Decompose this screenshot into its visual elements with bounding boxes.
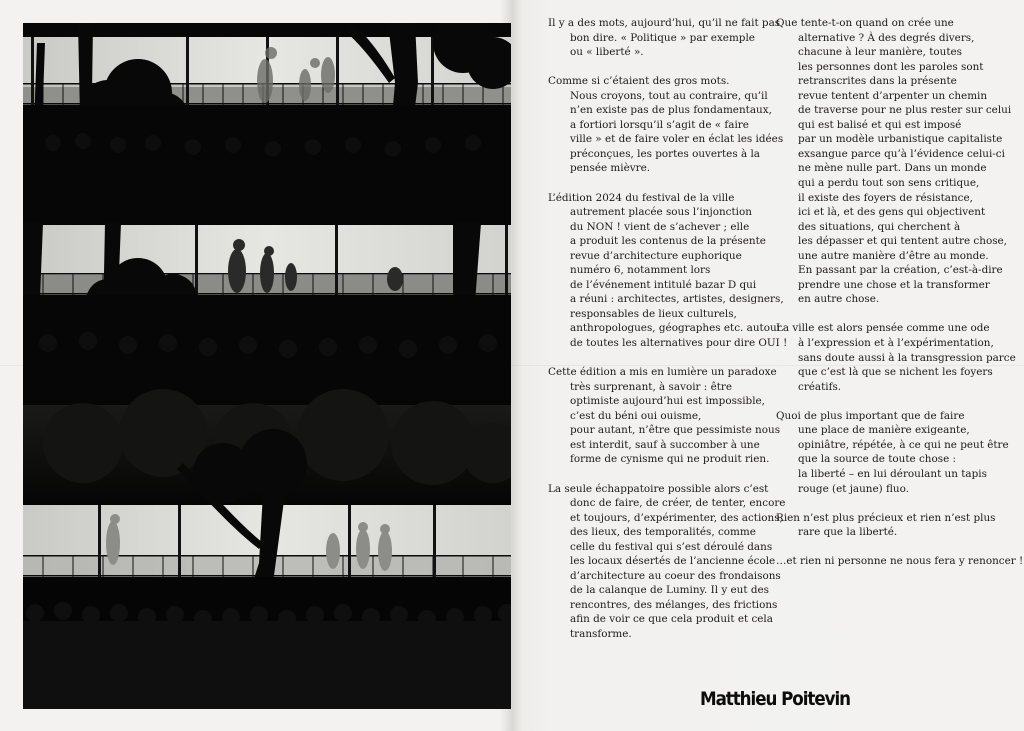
text-line: revue tentent d’arpenter un chemin bbox=[798, 89, 988, 102]
festival-night-photo bbox=[23, 23, 511, 709]
paragraph bbox=[548, 191, 788, 351]
text-line: forme de cynisme qui ne produit rien. bbox=[570, 453, 770, 466]
text-line: Cette édition a mis en lumière un paradoxe bbox=[548, 366, 777, 379]
text-line: préconçues, les portes ouvertes à la bbox=[570, 147, 760, 160]
text-line: Quoi de plus important que de faire bbox=[776, 409, 965, 422]
text-line: de traverse pour ne plus rester sur celui bbox=[798, 104, 1012, 117]
text-line: qui est balisé et qui est imposé bbox=[798, 118, 962, 131]
text-line: par un modèle urbanistique capitaliste bbox=[798, 133, 1003, 146]
text-line: opiniâtre, répétée, à ce qui ne peut être bbox=[798, 438, 1009, 451]
text-line: optimiste aujourd’hui est impossible, bbox=[570, 395, 765, 408]
text-line: des lieux, des temporalités, comme bbox=[570, 526, 756, 539]
text-line: …et rien ni personne ne nous fera y renoncer ! bbox=[776, 555, 1024, 568]
text-line: la liberté – en lui déroulant un tapis bbox=[798, 467, 987, 480]
text-line: bon dire. « Politique » par exemple bbox=[570, 31, 755, 44]
text-line: ville » et de faire voler en éclat les idées bbox=[570, 133, 784, 146]
paragraph bbox=[548, 74, 784, 176]
author-credit: Matthieu Poitevin bbox=[700, 688, 850, 710]
text-line: à l’expression et à l’expérimentation, bbox=[798, 337, 994, 350]
text-line: Il y a des mots, aujourd’hui, qu’il ne fait pas bbox=[548, 17, 781, 29]
text-line: retranscrites dans la présente bbox=[798, 75, 957, 88]
text-line: donc de faire, de créer, de tenter, encore bbox=[570, 497, 786, 510]
text-line: ici et là, et des gens qui objectivent bbox=[798, 206, 986, 219]
paragraph bbox=[776, 511, 1002, 540]
text-line: que c’est là que se nichent les foyers bbox=[798, 366, 993, 379]
text-column-2 bbox=[776, 16, 1024, 583]
paragraph bbox=[548, 16, 781, 60]
text-line: les personnes dont les paroles sont bbox=[798, 60, 984, 73]
text-line: alternative ? À des degrés divers, bbox=[798, 31, 975, 44]
text-line: du NON ! vient de s’achever ; elle bbox=[570, 220, 750, 233]
text-line: est interdit, sauf à succomber à une bbox=[570, 438, 760, 451]
text-line: chacune à leur manière, toutes bbox=[798, 46, 963, 59]
text-line: qui a perdu tout son sens critique, bbox=[798, 177, 980, 190]
text-line: La seule échappatoire possible alors c’est bbox=[548, 482, 769, 495]
text-line: sans doute aussi à la transgression parce bbox=[798, 351, 1016, 364]
text-line: pensée mièvre. bbox=[570, 162, 651, 175]
text-line: créatifs. bbox=[798, 380, 842, 393]
paragraph bbox=[548, 365, 781, 467]
text-line: il existe des foyers de résistance, bbox=[798, 191, 973, 204]
text-line: a réuni : architectes, artistes, designers, bbox=[570, 293, 784, 306]
text-line: a fortiori lorsqu’il s’agit de « faire bbox=[570, 118, 749, 131]
text-line: revue d’architecture euphorique bbox=[570, 249, 742, 262]
text-line: une place de manière exigeante, bbox=[798, 424, 970, 437]
text-line: Rien n’est plus précieux et rien n’est plus bbox=[776, 511, 996, 524]
text-line: celle du festival qui s’est déroulé dans bbox=[570, 540, 773, 553]
text-line: afin de voir ce que cela produit et cela bbox=[570, 613, 773, 626]
text-line: numéro 6, notamment lors bbox=[570, 264, 711, 277]
text-line: les dépasser et qui tentent autre chose, bbox=[798, 235, 1007, 248]
text-line: d’architecture au coeur des frondaisons bbox=[570, 569, 781, 582]
text-line: de la calanque de Luminy. Il y eut des bbox=[570, 584, 769, 597]
text-line: n’en existe pas de plus fondamentaux, bbox=[570, 104, 772, 117]
paragraph bbox=[776, 16, 1012, 307]
text-line: Comme si c’étaient des gros mots. bbox=[548, 75, 730, 88]
text-line: que la source de toute chose : bbox=[798, 453, 957, 466]
text-line: a produit les contenus de la présente bbox=[570, 235, 766, 248]
text-line: anthropologues, géographes etc. autour bbox=[570, 322, 782, 335]
text-line: prendre une chose et la transformer bbox=[798, 278, 990, 291]
text-line: La ville est alors pensée comme une ode bbox=[776, 322, 990, 335]
paragraph bbox=[548, 482, 786, 642]
paragraph bbox=[776, 409, 1009, 496]
text-line: de toutes les alternatives pour dire OUI ! bbox=[570, 337, 788, 350]
text-line: Nous croyons, tout au contraire, qu’il bbox=[570, 89, 768, 102]
text-line: En passant par la création, c’est-à-dire bbox=[798, 264, 1003, 277]
text-line: c’est du béni oui ouisme, bbox=[570, 409, 702, 422]
text-line: rouge (et jaune) fluo. bbox=[798, 482, 910, 495]
text-line: les locaux désertés de l’ancienne école bbox=[570, 555, 776, 568]
paragraph bbox=[776, 554, 1024, 569]
text-line: ne mène nulle part. Dans un monde bbox=[798, 162, 987, 175]
text-line: très surprenant, à savoir : être bbox=[570, 380, 733, 393]
text-line: des situations, qui cherchent à bbox=[798, 220, 961, 233]
text-line: transforme. bbox=[570, 627, 632, 640]
text-line: ou « liberté ». bbox=[570, 46, 644, 59]
text-line: une autre manière d’être au monde. bbox=[798, 249, 989, 262]
text-line: responsables de lieux culturels, bbox=[570, 307, 737, 320]
text-line: exsangue parce qu’à l’évidence celui-ci bbox=[798, 147, 1005, 160]
text-line: autrement placée sous l’injonction bbox=[570, 206, 752, 219]
text-column-1 bbox=[548, 16, 788, 656]
text-line: en autre chose. bbox=[798, 293, 880, 306]
text-line: rare que la liberté. bbox=[798, 526, 898, 539]
text-line: Que tente-t-on quand on crée une bbox=[776, 17, 954, 29]
photo-icon bbox=[23, 23, 511, 709]
text-line: de l’événement intitulé bazar D qui bbox=[570, 278, 757, 291]
text-line: L’édition 2024 du festival de la ville bbox=[548, 191, 735, 204]
paragraph bbox=[776, 321, 1016, 394]
text-line: pour autant, n’être que pessimiste nous bbox=[570, 424, 781, 437]
text-line: et toujours, d’expérimenter, des actions, bbox=[570, 511, 783, 524]
text-line: rencontres, des mélanges, des frictions bbox=[570, 598, 778, 611]
